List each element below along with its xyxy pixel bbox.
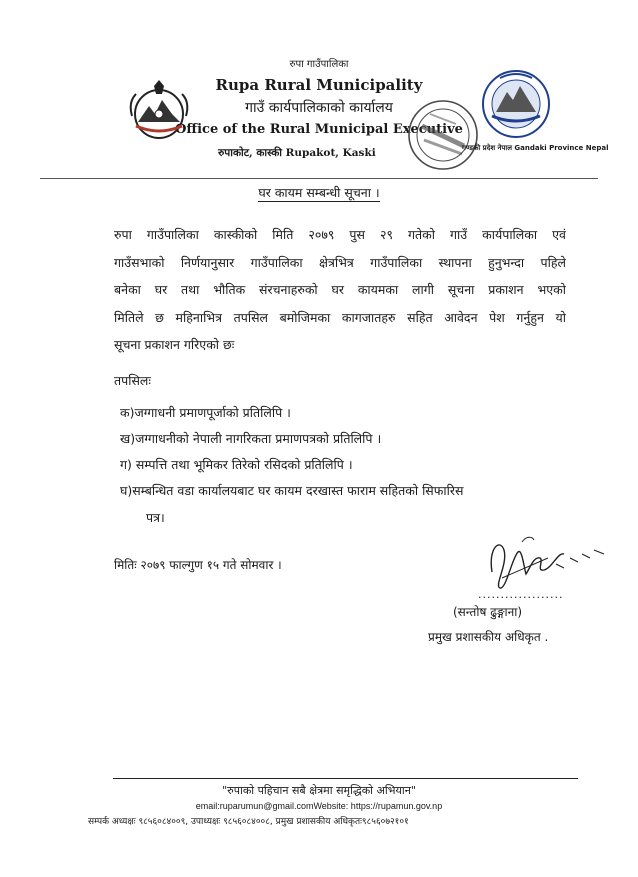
footer-contact: email:ruparumun@gmail.comWebsite: https://rupamun.gov.np bbox=[195, 801, 443, 811]
annex-item: घ)सम्बन्धित वडा कार्यालयबाट घर कायम दरखास्त फाराम सहितको सिफारिस bbox=[120, 483, 464, 498]
header-office-np: गाउँ कार्यपालिकाको कार्यालय bbox=[245, 100, 393, 116]
notice-date: मितिः २०७९ फाल्गुण १५ गते सोमवार । bbox=[114, 558, 282, 572]
annex-item-continuation: पत्र। bbox=[146, 510, 165, 525]
notice-title-text: घर कायम सम्बन्धी सूचना । bbox=[258, 185, 380, 200]
signature-dots: ................... bbox=[478, 588, 564, 601]
nepal-emblem-icon bbox=[124, 76, 194, 146]
paragraph-line: मितिले छ महिनाभित्र तपसिल बमोजिमका कागजातहरु सहित आवेदन पेश गर्नुहुन यो bbox=[114, 309, 566, 325]
signatory-title: प्रमुख प्रशासकीय अधिकृत . bbox=[428, 630, 549, 644]
municipality-logo-icon bbox=[480, 68, 552, 140]
municipality-logo-caption: गण्डकी प्रदेश नेपाल Gandaki Province Nepal bbox=[462, 144, 609, 152]
signatory-name: (सन्तोष ढुङ्गाना) bbox=[453, 605, 523, 619]
paragraph-line: सूचना प्रकाशन गरिएको छः bbox=[114, 337, 235, 352]
annex-item: क)जग्गाधनी प्रमाणपूर्जाको प्रतिलिपि । bbox=[120, 405, 291, 420]
header-municipality-np: रुपा गाउँपालिका bbox=[289, 59, 349, 70]
header-office-en: Office of the Rural Municipal Executive bbox=[175, 122, 463, 137]
paragraph-line: बनेका घर तथा भौतिक संरचनाहरुको घर कायमका लागी सूचना प्रकाशन भएको bbox=[114, 282, 566, 297]
header-address: रुपाकोट, कास्की Rupakot, Kaski bbox=[218, 147, 376, 159]
header-municipality-en: Rupa Rural Municipality bbox=[215, 76, 423, 94]
paragraph-line: गाउँसभाको निर्णयानुसार गाउँपालिका क्षेत्रभित्र गाउँपालिका स्थापना हुनुभन्दा पहिले bbox=[114, 254, 566, 270]
office-stamp-icon bbox=[404, 96, 482, 174]
footer-phones: सम्पर्क अध्यक्षः ९८५६०८४००९, उपाध्यक्षः ९८५६०८४००८, प्रमुख प्रशासकीय अधिकृतः९८५६०७२१०१ bbox=[88, 817, 409, 827]
header-divider bbox=[40, 178, 598, 179]
annex-item: ख)जग्गाधनीको नेपाली नागरिकता प्रमाणपत्रको प्रतिलिपि । bbox=[120, 431, 382, 446]
paragraph-line: रुपा गाउँपालिका कास्कीको मिति २०७९ पुस २९ गतेको गाउँ कार्यपालिका एवं bbox=[114, 227, 566, 242]
footer-divider bbox=[113, 778, 578, 779]
annex-item: ग) सम्पत्ति तथा भूमिकर तिरेको रसिदको प्रतिलिपि । bbox=[120, 457, 353, 472]
notice-title bbox=[0, 184, 638, 201]
annex-label: तपसिलः bbox=[114, 373, 151, 388]
notice-paragraph bbox=[114, 221, 566, 359]
footer-slogan: "रुपाको पहिचान सबै क्षेत्रमा समृद्धिको अभियान" bbox=[222, 784, 416, 797]
